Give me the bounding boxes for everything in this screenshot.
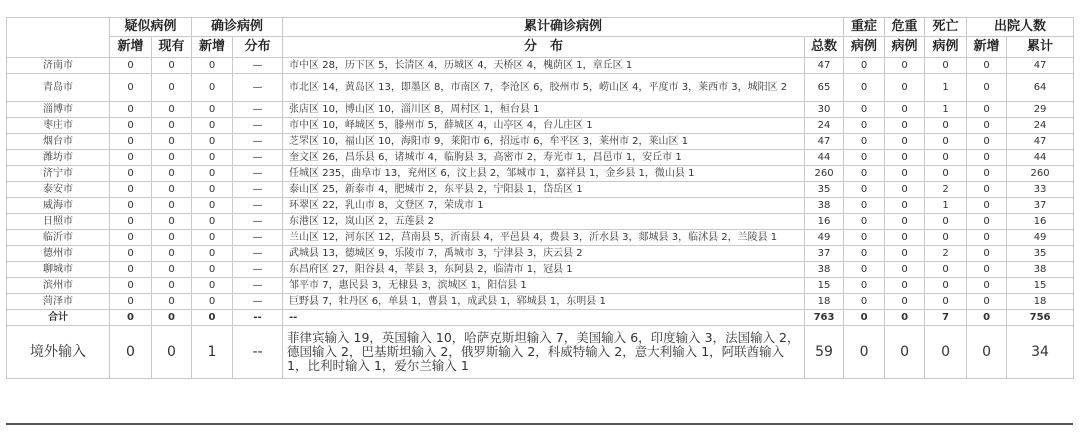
city-cell: 日照市 (7, 214, 110, 230)
confirmed-new-cell: 1 (192, 326, 233, 379)
discharged-new-cell: 0 (967, 198, 1007, 214)
confirmed-new-cell: 0 (192, 278, 233, 294)
suspected-new-cell: 0 (110, 58, 152, 74)
severe-cell: 0 (844, 118, 885, 134)
cumulative-total-cell: 47 (805, 134, 844, 150)
severe-cell: 0 (844, 214, 885, 230)
suspected-new-cell: 0 (110, 262, 152, 278)
city-cell: 泰安市 (7, 182, 110, 198)
discharged-new-cell: 0 (967, 74, 1007, 102)
header-death-cases: 病例 (925, 37, 967, 58)
critical-cell: 0 (885, 102, 925, 118)
confirmed-distribution-cell: — (233, 198, 283, 214)
suspected-current-cell: 0 (152, 102, 192, 118)
covid-stats-table-container (6, 17, 1073, 379)
table-row (7, 118, 1074, 134)
confirmed-new-cell: 0 (192, 246, 233, 262)
header-discharged-new: 新增 (967, 37, 1007, 58)
city-cell: 菏泽市 (7, 294, 110, 310)
confirmed-distribution-cell: — (233, 214, 283, 230)
discharged-new-cell: 0 (967, 102, 1007, 118)
city-cell: 济宁市 (7, 166, 110, 182)
header-discharged: 出院人数 (967, 18, 1074, 37)
discharged-new-cell: 0 (967, 150, 1007, 166)
header-city-blank (7, 18, 110, 58)
cumulative-distribution-cell: 东港区 12，岚山区 2，五莲县 2 (283, 214, 805, 230)
cumulative-total-cell: 38 (805, 262, 844, 278)
confirmed-new-cell: 0 (192, 182, 233, 198)
discharged-total-cell: 37 (1007, 198, 1074, 214)
city-cell: 枣庄市 (7, 118, 110, 134)
table-row (7, 102, 1074, 118)
discharged-total-cell: 34 (1007, 326, 1074, 379)
cumulative-total-cell: 44 (805, 150, 844, 166)
discharged-total-cell: 35 (1007, 246, 1074, 262)
suspected-new-cell: 0 (110, 182, 152, 198)
discharged-new-cell: 0 (967, 278, 1007, 294)
discharged-total-cell: 38 (1007, 262, 1074, 278)
critical-cell: 0 (885, 230, 925, 246)
city-cell: 淄博市 (7, 102, 110, 118)
table-row (7, 182, 1074, 198)
suspected-new-cell: 0 (110, 214, 152, 230)
city-cell: 滨州市 (7, 278, 110, 294)
cumulative-distribution-cell: 巨野县 7，牡丹区 6，单县 1，曹县 1，成武县 1，郓城县 1，东明县 1 (283, 294, 805, 310)
discharged-total-cell: 24 (1007, 118, 1074, 134)
city-cell: 济南市 (7, 58, 110, 74)
discharged-total-cell: 16 (1007, 214, 1074, 230)
suspected-new-cell: 0 (110, 166, 152, 182)
suspected-current-cell: 0 (152, 214, 192, 230)
confirmed-new-cell: 0 (192, 214, 233, 230)
confirmed-new-cell: 0 (192, 262, 233, 278)
confirmed-new-cell: 0 (192, 310, 233, 326)
critical-cell: 0 (885, 310, 925, 326)
critical-cell: 0 (885, 150, 925, 166)
suspected-current-cell: 0 (152, 182, 192, 198)
city-cell: 潍坊市 (7, 150, 110, 166)
header-cumulative-total: 总数 (805, 37, 844, 58)
discharged-total-cell: 260 (1007, 166, 1074, 182)
cumulative-total-cell: 65 (805, 74, 844, 102)
table-row (7, 74, 1074, 102)
confirmed-distribution-cell: — (233, 278, 283, 294)
city-cell: 德州市 (7, 246, 110, 262)
header-discharged-total: 累计 (1007, 37, 1074, 58)
suspected-new-cell: 0 (110, 230, 152, 246)
header-confirmed: 确诊病例 (192, 18, 283, 37)
table-row (7, 166, 1074, 182)
discharged-total-cell: 47 (1007, 58, 1074, 74)
discharged-new-cell: 0 (967, 118, 1007, 134)
city-cell: 聊城市 (7, 262, 110, 278)
discharged-total-cell: 15 (1007, 278, 1074, 294)
cumulative-distribution-cell: 武城县 13，德城区 9，乐陵市 7，禹城市 3，宁津县 3，庆云县 2 (283, 246, 805, 262)
header-suspected-current: 现有 (152, 37, 192, 58)
suspected-new-cell: 0 (110, 246, 152, 262)
header-death: 死亡 (925, 18, 967, 37)
suspected-current-cell: 0 (152, 58, 192, 74)
death-cell: 0 (925, 58, 967, 74)
suspected-current-cell: 0 (152, 166, 192, 182)
confirmed-new-cell: 0 (192, 166, 233, 182)
cumulative-distribution-cell: 泰山区 25，新泰市 4，肥城市 2，东平县 2，宁阳县 1，岱岳区 1 (283, 182, 805, 198)
cumulative-distribution-cell: 东昌府区 27，阳谷县 4，莘县 3，东阿县 2，临清市 1，冠县 1 (283, 262, 805, 278)
cumulative-total-cell: 16 (805, 214, 844, 230)
table-row (7, 294, 1074, 310)
cumulative-distribution-cell: 环翠区 22，乳山市 8，文登区 7，荣成市 1 (283, 198, 805, 214)
table-row (7, 246, 1074, 262)
confirmed-new-cell: 0 (192, 230, 233, 246)
confirmed-distribution-cell: — (233, 74, 283, 102)
table-header (7, 18, 1074, 58)
cumulative-distribution-cell: 张店区 10，博山区 10，淄川区 8，周村区 1，桓台县 1 (283, 102, 805, 118)
discharged-new-cell: 0 (967, 246, 1007, 262)
suspected-new-cell: 0 (110, 150, 152, 166)
critical-cell: 0 (885, 294, 925, 310)
cumulative-distribution-cell: 菲律宾输入 19，英国输入 10，哈萨克斯坦输入 7，美国输入 6，印度输入 3，法国输入 2，德国输入 2，巴基斯坦输入 2，俄罗斯输入 2，科威特输入 2，意大利输入 1，阿联酋输入 1，比利时输入 1，爱尔兰输入 1 (283, 326, 805, 379)
table-row (7, 278, 1074, 294)
header-confirmed-distribution: 分布 (233, 37, 283, 58)
death-cell: 0 (925, 326, 967, 379)
suspected-current-cell: 0 (152, 198, 192, 214)
header-critical-cases: 病例 (885, 37, 925, 58)
suspected-current-cell: 0 (152, 74, 192, 102)
death-cell: 0 (925, 230, 967, 246)
critical-cell: 0 (885, 134, 925, 150)
death-cell: 0 (925, 166, 967, 182)
confirmed-distribution-cell: — (233, 150, 283, 166)
confirmed-distribution-cell: — (233, 166, 283, 182)
confirmed-new-cell: 0 (192, 134, 233, 150)
cumulative-total-cell: 49 (805, 230, 844, 246)
confirmed-distribution-cell: — (233, 118, 283, 134)
suspected-new-cell: 0 (110, 278, 152, 294)
suspected-current-cell: 0 (152, 118, 192, 134)
table-row (7, 262, 1074, 278)
header-critical: 危重 (885, 18, 925, 37)
suspected-current-cell: 0 (152, 246, 192, 262)
confirmed-new-cell: 0 (192, 150, 233, 166)
death-cell: 0 (925, 278, 967, 294)
discharged-total-cell: 49 (1007, 230, 1074, 246)
cumulative-total-cell: 260 (805, 166, 844, 182)
discharged-new-cell: 0 (967, 134, 1007, 150)
death-cell: 0 (925, 150, 967, 166)
city-cell: 临沂市 (7, 230, 110, 246)
suspected-current-cell: 0 (152, 278, 192, 294)
confirmed-distribution-cell: — (233, 294, 283, 310)
table-row (7, 198, 1074, 214)
confirmed-new-cell: 0 (192, 294, 233, 310)
critical-cell: 0 (885, 326, 925, 379)
suspected-current-cell: 0 (152, 294, 192, 310)
severe-cell: 0 (844, 134, 885, 150)
city-cell: 境外输入 (7, 326, 110, 379)
header-severe-cases: 病例 (844, 37, 885, 58)
severe-cell: 0 (844, 326, 885, 379)
header-cumulative: 累计确诊病例 (283, 18, 844, 37)
confirmed-distribution-cell: — (233, 134, 283, 150)
cumulative-total-cell: 47 (805, 58, 844, 74)
imported-cases-row (7, 326, 1074, 379)
cumulative-distribution-cell: 市中区 10，峄城区 5，滕州市 5，薛城区 4，山亭区 4，台儿庄区 1 (283, 118, 805, 134)
severe-cell: 0 (844, 246, 885, 262)
city-cell: 合计 (7, 310, 110, 326)
severe-cell: 0 (844, 310, 885, 326)
critical-cell: 0 (885, 58, 925, 74)
discharged-new-cell: 0 (967, 230, 1007, 246)
severe-cell: 0 (844, 102, 885, 118)
suspected-current-cell: 0 (152, 326, 192, 379)
discharged-total-cell: 18 (1007, 294, 1074, 310)
discharged-new-cell: 0 (967, 58, 1007, 74)
cumulative-total-cell: 38 (805, 198, 844, 214)
confirmed-new-cell: 0 (192, 74, 233, 102)
table-row (7, 150, 1074, 166)
death-cell: 0 (925, 262, 967, 278)
severe-cell: 0 (844, 294, 885, 310)
cumulative-total-cell: 37 (805, 246, 844, 262)
confirmed-distribution-cell: — (233, 262, 283, 278)
suspected-current-cell: 0 (152, 150, 192, 166)
confirmed-new-cell: 0 (192, 118, 233, 134)
severe-cell: 0 (844, 198, 885, 214)
severe-cell: 0 (844, 166, 885, 182)
cumulative-distribution-cell: 兰山区 12，河东区 12，莒南县 5，沂南县 4，平邑县 4，费县 3，沂水县 3，郯城县 3，临沭县 2，兰陵县 1 (283, 230, 805, 246)
death-cell: 2 (925, 182, 967, 198)
suspected-current-cell: 0 (152, 134, 192, 150)
table-body (7, 58, 1074, 379)
header-cumulative-distribution: 分 布 (283, 37, 805, 58)
discharged-total-cell: 47 (1007, 134, 1074, 150)
table-row (7, 214, 1074, 230)
header-suspected-new: 新增 (110, 37, 152, 58)
cumulative-total-cell: 35 (805, 182, 844, 198)
table-bottom-rule (6, 423, 1073, 425)
severe-cell: 0 (844, 58, 885, 74)
suspected-new-cell: 0 (110, 326, 152, 379)
suspected-new-cell: 0 (110, 310, 152, 326)
discharged-new-cell: 0 (967, 166, 1007, 182)
severe-cell: 0 (844, 262, 885, 278)
death-cell: 1 (925, 198, 967, 214)
cumulative-distribution-cell: 邹平市 7，惠民县 3，无棣县 3，滨城区 1，阳信县 1 (283, 278, 805, 294)
discharged-new-cell: 0 (967, 294, 1007, 310)
table-row (7, 134, 1074, 150)
death-cell: 7 (925, 310, 967, 326)
covid-stats-table (6, 17, 1074, 379)
cumulative-distribution-cell: 奎文区 26，昌乐县 6，诸城市 4，临朐县 3，高密市 2，寿光市 1，昌邑市 1，安丘市 1 (283, 150, 805, 166)
discharged-new-cell: 0 (967, 310, 1007, 326)
suspected-new-cell: 0 (110, 74, 152, 102)
table-row (7, 230, 1074, 246)
suspected-new-cell: 0 (110, 294, 152, 310)
confirmed-new-cell: 0 (192, 198, 233, 214)
suspected-current-cell: 0 (152, 262, 192, 278)
discharged-total-cell: 33 (1007, 182, 1074, 198)
critical-cell: 0 (885, 198, 925, 214)
death-cell: 0 (925, 134, 967, 150)
cumulative-total-cell: 763 (805, 310, 844, 326)
header-confirmed-new: 新增 (192, 37, 233, 58)
cumulative-distribution-cell: 市北区 14，黄岛区 13，即墨区 8，市南区 7，李沧区 6，胶州市 5，崂山区 4，平度市 3，莱西市 3，城阳区 2 (283, 74, 805, 102)
cumulative-total-cell: 24 (805, 118, 844, 134)
confirmed-distribution-cell: — (233, 230, 283, 246)
severe-cell: 0 (844, 74, 885, 102)
discharged-new-cell: 0 (967, 262, 1007, 278)
suspected-current-cell: 0 (152, 230, 192, 246)
death-cell: 1 (925, 74, 967, 102)
confirmed-new-cell: 0 (192, 102, 233, 118)
cumulative-distribution-cell: 任城区 235，曲阜市 13，兖州区 6，汶上县 2，邹城市 1，嘉祥县 1，金乡县 1，微山县 1 (283, 166, 805, 182)
critical-cell: 0 (885, 246, 925, 262)
confirmed-new-cell: 0 (192, 58, 233, 74)
suspected-current-cell: 0 (152, 310, 192, 326)
city-cell: 青岛市 (7, 74, 110, 102)
header-suspected: 疑似病例 (110, 18, 192, 37)
header-severe: 重症 (844, 18, 885, 37)
death-cell: 0 (925, 294, 967, 310)
critical-cell: 0 (885, 278, 925, 294)
cumulative-distribution-cell: 市中区 28，历下区 5，长清区 4，历城区 4，天桥区 4，槐荫区 1，章丘区 1 (283, 58, 805, 74)
discharged-total-cell: 64 (1007, 74, 1074, 102)
cumulative-total-cell: 18 (805, 294, 844, 310)
death-cell: 2 (925, 246, 967, 262)
confirmed-distribution-cell: — (233, 102, 283, 118)
suspected-new-cell: 0 (110, 102, 152, 118)
confirmed-distribution-cell: — (233, 182, 283, 198)
discharged-new-cell: 0 (967, 214, 1007, 230)
confirmed-distribution-cell: -- (233, 326, 283, 379)
confirmed-distribution-cell: — (233, 246, 283, 262)
confirmed-distribution-cell: — (233, 58, 283, 74)
death-cell: 1 (925, 102, 967, 118)
severe-cell: 0 (844, 278, 885, 294)
death-cell: 0 (925, 214, 967, 230)
critical-cell: 0 (885, 166, 925, 182)
death-cell: 0 (925, 118, 967, 134)
confirmed-distribution-cell: -- (233, 310, 283, 326)
severe-cell: 0 (844, 150, 885, 166)
critical-cell: 0 (885, 74, 925, 102)
severe-cell: 0 (844, 182, 885, 198)
cumulative-total-cell: 59 (805, 326, 844, 379)
cumulative-distribution-cell: -- (283, 310, 805, 326)
critical-cell: 0 (885, 214, 925, 230)
discharged-total-cell: 29 (1007, 102, 1074, 118)
discharged-new-cell: 0 (967, 326, 1007, 379)
critical-cell: 0 (885, 262, 925, 278)
suspected-new-cell: 0 (110, 118, 152, 134)
critical-cell: 0 (885, 118, 925, 134)
severe-cell: 0 (844, 230, 885, 246)
city-cell: 烟台市 (7, 134, 110, 150)
total-row (7, 310, 1074, 326)
cumulative-total-cell: 15 (805, 278, 844, 294)
cumulative-distribution-cell: 芝罘区 10，福山区 10，海阳市 9，莱阳市 6，招远市 6，牟平区 3，莱州市 2，莱山区 1 (283, 134, 805, 150)
suspected-new-cell: 0 (110, 198, 152, 214)
discharged-new-cell: 0 (967, 182, 1007, 198)
table-row (7, 58, 1074, 74)
cumulative-total-cell: 30 (805, 102, 844, 118)
discharged-total-cell: 756 (1007, 310, 1074, 326)
discharged-total-cell: 44 (1007, 150, 1074, 166)
city-cell: 威海市 (7, 198, 110, 214)
critical-cell: 0 (885, 182, 925, 198)
suspected-new-cell: 0 (110, 134, 152, 150)
